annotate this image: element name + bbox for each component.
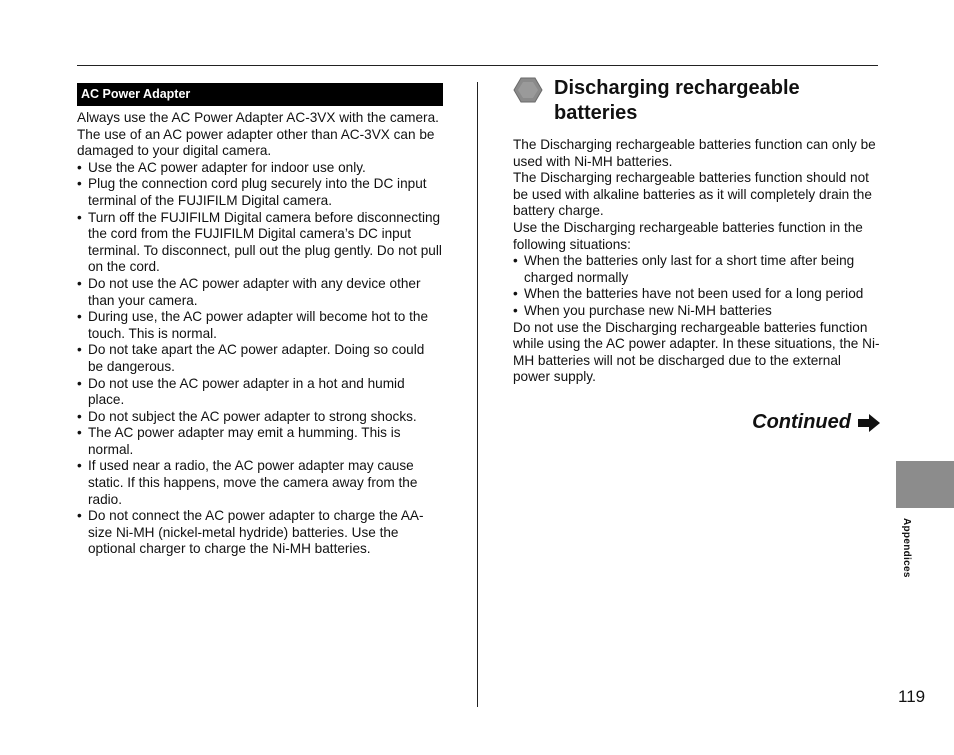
list-item: • Use the AC power adapter for indoor use only. [77,160,443,177]
list-item: • When the batteries only last for a short time after being charged normally [513,253,881,286]
list-item: • The AC power adapter may emit a humming. This is normal. [77,425,443,458]
section-title-ac-power-adapter: AC Power Adapter [77,83,443,106]
list-item: • Plug the connection cord plug securely into the DC input terminal of the FUJIFILM Digital camera. [77,176,443,209]
arrow-right-icon [857,413,881,433]
list-item: • Do not take apart the AC power adapter. Doing so could be dangerous. [77,342,443,375]
continued-link[interactable] [752,411,881,434]
column-divider [477,82,478,707]
list-item: • During use, the AC power adapter will become hot to the touch. This is normal. [77,309,443,342]
intro-paragraph: The Discharging rechargeable batteries function should not be used with alkaline batteries as it will completely drain the battery charge. [513,170,872,219]
ac-adapter-bullet-list [77,160,443,558]
intro-paragraph: Use the Discharging rechargeable batteries function in the following situations: [513,219,863,252]
closing-paragraph: Do not use the Discharging rechargeable batteries function while using the AC power adapter. In these situations, the Ni-MH batteries will not be discharged due to the external power supply. [513,319,880,385]
hexagon-icon [513,77,543,103]
heading-row [513,75,881,129]
intro-paragraph: Always use the AC Power Adapter AC-3VX with the camera. [77,110,439,125]
situations-bullet-list [513,253,881,319]
list-item: • When you purchase new Ni-MH batteries [513,303,881,320]
page-heading: Discharging rechargeable batteries [554,77,800,124]
list-item: • Turn off the FUJIFILM Digital camera before disconnecting the cord from the FUJIFILM Digital camera’s DC input terminal. To disconnect, pull out the plug gently. Do not pull on the cord. [77,210,443,276]
right-column [513,75,881,433]
continued-label: Continued [752,411,851,433]
list-item: • Do not use the AC power adapter in a hot and humid place. [77,376,443,409]
intro-paragraph: The Discharging rechargeable batteries function can only be used with Ni-MH batteries. [513,137,876,169]
list-item: • Do not subject the AC power adapter to strong shocks. [77,409,443,426]
left-column [77,83,443,558]
section-tab-label: Appendices [901,518,912,578]
top-rule [77,65,878,66]
list-item: • If used near a radio, the AC power adapter may cause static. If this happens, move the camera away from the radio. [77,458,443,508]
list-item: • Do not use the AC power adapter with any device other than your camera. [77,276,443,309]
intro-paragraph: The use of an AC power adapter other than AC-3VX can be damaged to your digital camera. [77,126,435,159]
section-tab [896,461,954,508]
list-item: • When the batteries have not been used for a long period [513,286,881,303]
list-item: • Do not connect the AC power adapter to charge the AA-size Ni-MH (nickel-metal hydride) batteries. Use the optional charger to charge the Ni-MH batteries. [77,508,443,558]
page-number: 119 [898,687,926,706]
